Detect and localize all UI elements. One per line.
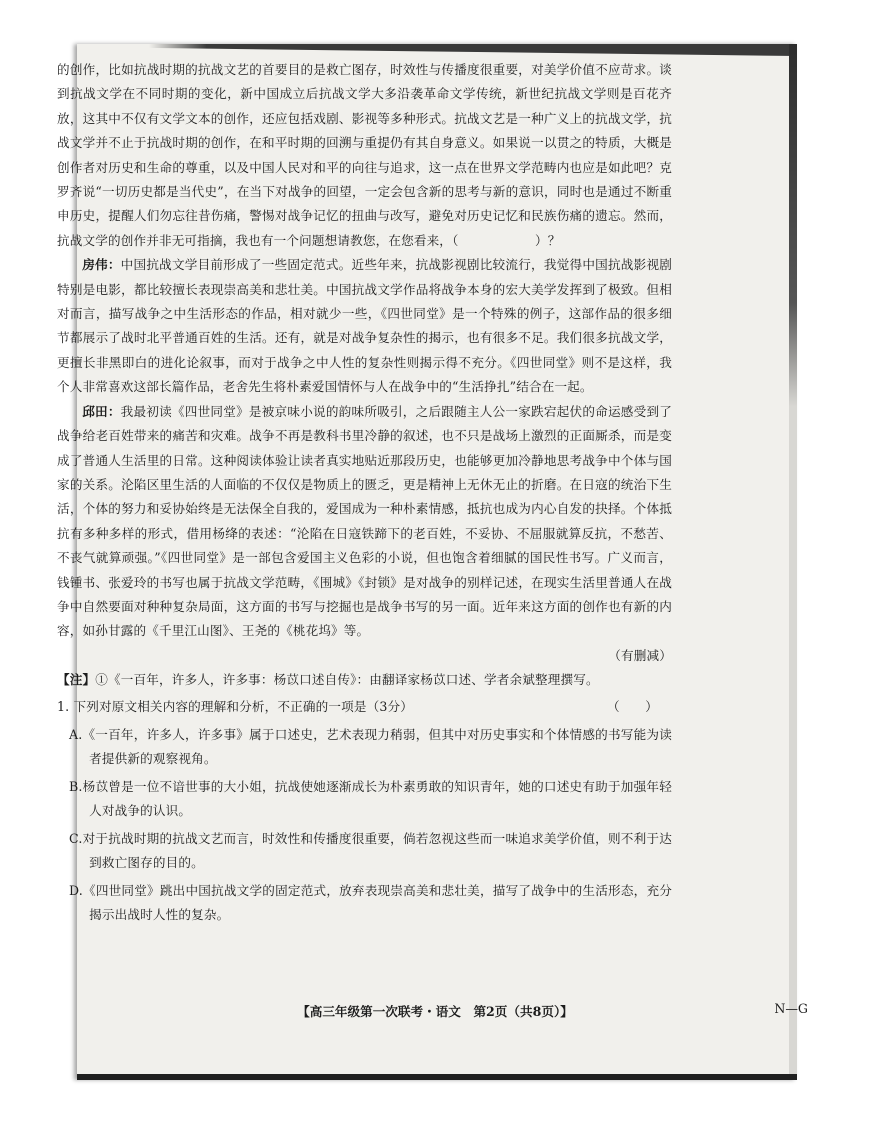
- footer-code: N—G: [774, 1001, 808, 1016]
- option-text: 对于抗战时期的抗战文艺而言，时效性和传播度很重要，倘若忽视这些而一味追求美学价值，则不利于达到救亡图存的目的。: [82, 830, 672, 870]
- question-1-stem: [57, 695, 672, 719]
- option-label: D.: [69, 882, 83, 898]
- footnote-tag: 【注】: [57, 672, 96, 688]
- paragraph-intro: 的创作，比如抗战时期的抗战文艺的首要目的是救亡图存，时效性与传播度很重要，对美学价值不应苛求。谈到抗战文学在不同时期的变化，新中国成立后抗战文学大多沿袭革命文学传统，新世纪抗战文学则是百花齐放，这其中不仅有文学文本的创作，还应包括戏剧、影视等多种形式。抗战文艺是一种广义上的抗战文学，抗战文学并不止于抗战时期的创作，在和平时期的回溯与重提仍有其自身意义。如果说一以贯之的特质，大概是创作者对历史和生命的尊重，以及中国人民对和平的向往与追求，这一点在世界文学范畴内也应是如此吧？克罗齐说“一切历史都是当代史”，在当下对战争的回望，一定会包含新的思考与新的意识，同时也是通过不断重申历史，提醒人们勿忘往昔伤痛，警惕对战争记忆的扭曲与改写，避免对历史记忆和民族伤痛的遗忘。然而，抗战文学的创作并非无可指摘，我也有一个问题想请教您，在您看来，（ ）？: [57, 62, 672, 248]
- option-text: 杨苡曾是一位不谙世事的大小姐，抗战使她逐渐成长为朴素勇敢的知识青年，她的口述史有助于加强年轻人对战争的认识。: [82, 778, 672, 818]
- footnote-text: ①《一百年，许多人，许多事：杨苡口述自传》：由翻译家杨苡口述、学者余斌整理撰写。: [95, 672, 599, 688]
- speaker-qiutian: 邱田：: [82, 403, 121, 419]
- question-stem-text: 1. 下列对原文相关内容的理解和分析，不正确的一项是（3分）: [57, 698, 413, 714]
- option-label: A.: [69, 726, 83, 742]
- page-edge-shadow-top: [77, 44, 797, 56]
- option-text: 《四世同堂》跳出中国抗战文学的固定范式，放弃表现崇高美和悲壮美，描写了战争中的生活形态，充分揭示出战时人性的复杂。: [82, 882, 672, 922]
- option-label: C.: [69, 830, 83, 846]
- option-a[interactable]: [57, 723, 672, 771]
- paragraph-fangwei: [57, 253, 672, 399]
- article-body: [57, 58, 672, 927]
- qiutian-text: 我最初读《四世同堂》是被京味小说的韵味所吸引，之后跟随主人公一家跌宕起伏的命运感受到了战争给老百姓带来的痛苦和灾难。战争不再是教科书里冷静的叙述，也不只是战场上激烈的正面厮杀，而是变成了普通人生活里的日常。这种阅读体验让读者真实地贴近那段历史，也能够更加冷静地思考战争中个体与国家的关系。沦陷区里生活的人面临的不仅仅是物质上的匮乏，更是精神上无休无止的折磨。在日寇的统治下生活，个体的努力和妥协始终是无法保全自我的，爱国成为一种朴素情感，抵抗也成为内心自发的抉择。个体抵抗有多种多样的形式，借用杨绛的表述：“沦陷在日寇铁蹄下的老百姓，不妥协、不屈服就算反抗，不愁苦、不丧气就算顽强。”《四世同堂》是一部包含爱国主义色彩的小说，但也饱含着细腻的国民性书写。广义而言，钱锺书、张爱玲的书写也属于抗战文学范畴，《围城》《封锁》是对战争的别样记述，在现实生活里普通人在战争中自然要面对种种复杂局面，这方面的书写与挖掘也是战争书写的另一面。近年来这方面的创作也有新的内容，如孙甘露的《千里江山图》、王尧的《桃花坞》等。: [57, 403, 673, 639]
- option-label: B.: [69, 778, 83, 794]
- option-c[interactable]: [57, 827, 672, 875]
- page-edge-shadow-right: [789, 44, 797, 1080]
- footer-title: 【高三年级第一次联考・语文 第2页（共8页）】: [297, 1004, 573, 1019]
- footnote: [57, 668, 672, 692]
- option-d[interactable]: [57, 879, 672, 927]
- fangwei-text: 中国抗战文学目前形成了一些固定范式。近些年来，抗战影视剧比较流行，我觉得中国抗战影视剧特别是电影，都比较擅长表现崇高美和悲壮美。中国抗战文学作品将战争本身的宏大美学发挥到了极致。但相对而言，描写战争之中生活形态的作品，相对就少一些，《四世同堂》是一个特殊的例子，这部作品的很多细节都展示了战时北平普通百姓的生活。还有，就是对战争复杂性的揭示，也有很多不足。我们很多抗战文学，更擅长非黑即白的进化论叙事，而对于战争之中人性的复杂性则揭示得不充分。《四世同堂》则不是这样，我个人非常喜欢这部长篇作品，老舍先生将朴素爱国情怀与人在战争中的“生活挣扎”结合在一起。: [57, 257, 673, 395]
- page-footer: [0, 1001, 870, 1020]
- paragraph-qiutian: [57, 400, 672, 644]
- source-note: （有删减）: [608, 647, 672, 663]
- option-text: 《一百年，许多人，许多事》属于口述史，艺术表现力稍弱，但其中对历史事实和个体情感的书写能为读者提供新的观察视角。: [82, 726, 672, 766]
- option-b[interactable]: [57, 775, 672, 823]
- answer-blank[interactable]: （ ）: [607, 698, 658, 714]
- speaker-fangwei: 房伟：: [82, 257, 121, 273]
- page-edge-shadow-bottom: [77, 1074, 797, 1080]
